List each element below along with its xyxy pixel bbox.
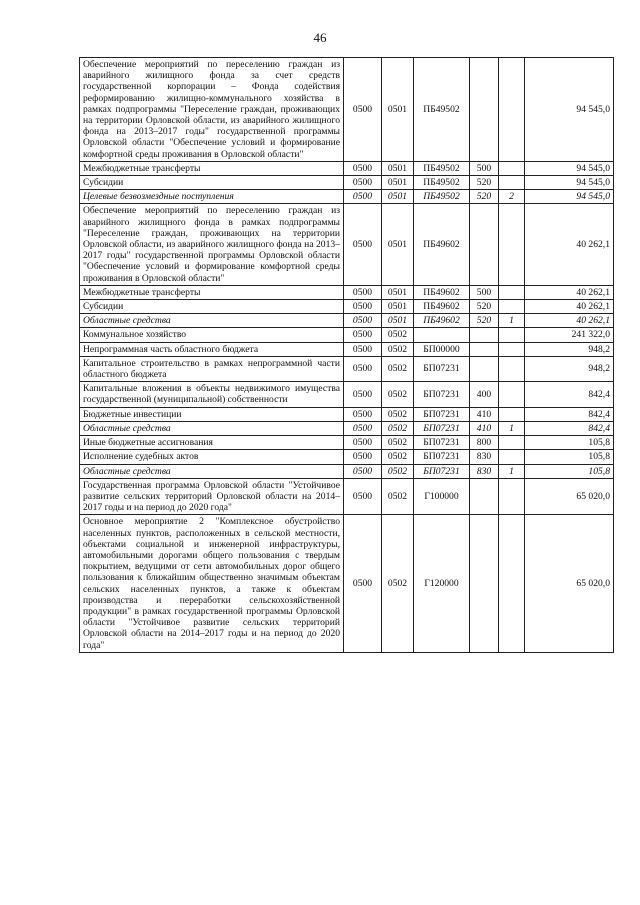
row-target-article-code: ПБ49502 [414,161,470,175]
row-section-code: 0500 [344,464,382,478]
row-target-article-code: Г120000 [414,515,470,652]
row-subsection-code: 0501 [382,161,414,175]
row-section-code: 0500 [344,300,382,314]
row-funding-source-code [499,450,525,464]
row-target-article-code: ПБ49602 [414,204,470,285]
row-section-code: 0500 [344,515,382,652]
row-funding-source-code: 1 [499,421,525,435]
row-expense-type-code: 500 [470,161,499,175]
table-row [80,407,614,421]
row-expense-type-code [470,342,499,356]
row-subsection-code: 0501 [382,204,414,285]
row-name: Государственная программа Орловской области "Устойчивое развитие сельских территорий Орловской области на 2014–2017 годы и на период до 2020 года" [80,478,344,515]
row-target-article-code: БП07231 [414,464,470,478]
table-row [80,382,614,407]
row-amount: 40 262,1 [525,314,614,328]
row-amount: 842,4 [525,407,614,421]
row-name: Непрограммная часть областного бюджета [80,342,344,356]
row-target-article-code: ПБ49602 [414,314,470,328]
row-funding-source-code [499,382,525,407]
row-section-code: 0500 [344,161,382,175]
row-target-article-code: БП07231 [414,450,470,464]
row-funding-source-code: 2 [499,190,525,204]
row-section-code: 0500 [344,421,382,435]
row-name: Обеспечение мероприятий по переселению граждан из аварийного жилищного фонда за счет средств государственной корпорации – Фонда содействия реформированию жилищно-коммунального хозяйства в рамках подпрограммы "Переселение граждан, проживающих на территории Орловской области, из аварийного жилищного фонда на 2013–2017 годы" государственной программы Орловской области "Обеспечение условий и формирование комфортной среды проживания в Орловской области" [80,58,344,162]
row-expense-type-code [470,478,499,515]
table-row [80,515,614,652]
page-number: 46 [313,30,327,45]
row-name: Межбюджетные трансферты [80,161,344,175]
row-name: Исполнение судебных актов [80,450,344,464]
row-funding-source-code [499,176,525,190]
row-subsection-code: 0502 [382,342,414,356]
row-expense-type-code: 520 [470,314,499,328]
row-section-code: 0500 [344,328,382,342]
row-amount: 241 322,0 [525,328,614,342]
row-subsection-code: 0502 [382,436,414,450]
table-row [80,176,614,190]
row-amount: 105,8 [525,436,614,450]
row-target-article-code: БП07231 [414,436,470,450]
row-section-code: 0500 [344,176,382,190]
row-target-article-code: ПБ49502 [414,58,470,162]
row-amount: 40 262,1 [525,285,614,299]
table-row [80,342,614,356]
table-row [80,464,614,478]
row-name: Капитальные вложения в объекты недвижимого имущества государственной (муниципальной) собственности [80,382,344,407]
row-amount: 94 545,0 [525,176,614,190]
row-funding-source-code [499,356,525,381]
row-amount: 40 262,1 [525,204,614,285]
row-expense-type-code: 800 [470,436,499,450]
row-subsection-code: 0502 [382,407,414,421]
row-subsection-code: 0501 [382,285,414,299]
row-section-code: 0500 [344,204,382,285]
row-target-article-code: ПБ49502 [414,176,470,190]
row-funding-source-code [499,161,525,175]
row-amount: 40 262,1 [525,300,614,314]
row-target-article-code [414,328,470,342]
row-amount: 842,4 [525,421,614,435]
row-funding-source-code [499,204,525,285]
row-expense-type-code: 830 [470,464,499,478]
row-amount: 105,8 [525,450,614,464]
row-funding-source-code: 1 [499,314,525,328]
row-expense-type-code [470,328,499,342]
row-name: Обеспечение мероприятий по переселению граждан из аварийного жилищного фонда в рамках подпрограммы "Переселение граждан, проживающих на территории Орловской области, из аварийного жилищного фонда на 2013–2017 годы" государственной программы Орловской области "Обеспечение условий и формирование комфортной среды проживания в Орловской области" [80,204,344,285]
row-section-code: 0500 [344,314,382,328]
row-expense-type-code: 410 [470,421,499,435]
row-name: Областные средства [80,421,344,435]
row-subsection-code: 0502 [382,356,414,381]
row-funding-source-code [499,300,525,314]
row-subsection-code: 0502 [382,464,414,478]
row-funding-source-code [499,478,525,515]
row-target-article-code: ПБ49602 [414,285,470,299]
row-target-article-code: БП07231 [414,356,470,381]
row-expense-type-code: 500 [470,285,499,299]
table-row [80,58,614,162]
row-amount: 94 545,0 [525,161,614,175]
row-expense-type-code: 520 [470,176,499,190]
table-row [80,204,614,285]
row-expense-type-code: 830 [470,450,499,464]
row-subsection-code: 0502 [382,328,414,342]
row-expense-type-code [470,515,499,652]
row-subsection-code: 0501 [382,190,414,204]
row-name: Бюджетные инвестиции [80,407,344,421]
table-row [80,478,614,515]
row-funding-source-code [499,407,525,421]
row-amount: 105,8 [525,464,614,478]
row-subsection-code: 0502 [382,450,414,464]
row-funding-source-code [499,515,525,652]
row-funding-source-code [499,328,525,342]
row-target-article-code: ПБ49502 [414,190,470,204]
table-row [80,285,614,299]
row-name: Коммунальное хозяйство [80,328,344,342]
row-expense-type-code: 400 [470,382,499,407]
table-row [80,300,614,314]
row-section-code: 0500 [344,478,382,515]
row-expense-type-code [470,204,499,285]
row-target-article-code: БП07231 [414,382,470,407]
table-row [80,356,614,381]
row-name: Иные бюджетные ассигнования [80,436,344,450]
row-section-code: 0500 [344,58,382,162]
row-name: Субсидии [80,176,344,190]
row-funding-source-code: 1 [499,464,525,478]
row-section-code: 0500 [344,356,382,381]
row-subsection-code: 0501 [382,58,414,162]
row-expense-type-code: 520 [470,300,499,314]
row-expense-type-code: 410 [470,407,499,421]
row-expense-type-code: 520 [470,190,499,204]
row-amount: 842,4 [525,382,614,407]
table-row [80,161,614,175]
row-subsection-code: 0501 [382,300,414,314]
row-section-code: 0500 [344,407,382,421]
row-name: Капитальное строительство в рамках непрограммной части областного бюджета [80,356,344,381]
row-funding-source-code [499,342,525,356]
row-target-article-code: БП07231 [414,407,470,421]
row-name: Областные средства [80,464,344,478]
row-section-code: 0500 [344,382,382,407]
row-target-article-code: ПБ49602 [414,300,470,314]
row-subsection-code: 0502 [382,421,414,435]
row-amount: 948,2 [525,342,614,356]
table-row [80,421,614,435]
row-amount: 65 020,0 [525,478,614,515]
row-name: Межбюджетные трансферты [80,285,344,299]
table-row [80,436,614,450]
row-subsection-code: 0501 [382,176,414,190]
row-subsection-code: 0502 [382,515,414,652]
row-amount: 94 545,0 [525,58,614,162]
row-amount: 65 020,0 [525,515,614,652]
budget-table [79,57,614,653]
row-expense-type-code [470,58,499,162]
row-section-code: 0500 [344,190,382,204]
row-funding-source-code [499,436,525,450]
row-name: Субсидии [80,300,344,314]
budget-table-body [80,58,614,653]
row-target-article-code: Г100000 [414,478,470,515]
row-funding-source-code [499,285,525,299]
row-section-code: 0500 [344,342,382,356]
row-subsection-code: 0501 [382,314,414,328]
row-subsection-code: 0502 [382,478,414,515]
row-amount: 948,2 [525,356,614,381]
table-row [80,450,614,464]
row-name: Целевые безвозмездные поступления [80,190,344,204]
row-section-code: 0500 [344,285,382,299]
row-name: Основное мероприятие 2 "Комплексное обустройство населенных пунктов, расположенных в сельской местности, объектами социальной и инженерной инфраструктуры, автомобильными дорогами общего пользования с твердым покрытием, ведущими от сети автомобильных дорог общего пользования к ближайшим общественно значимым объектам сельских населенных пунктов, а также к объектам производства и переработки сельскохозяйственной продукции" в рамках государственной программы Орловской области "Устойчивое развитие сельских территорий Орловской области на 2014–2017 годы и на период до 2020 года" [80,515,344,652]
row-section-code: 0500 [344,436,382,450]
row-expense-type-code [470,356,499,381]
table-row [80,314,614,328]
row-target-article-code: БП00000 [414,342,470,356]
row-name: Областные средства [80,314,344,328]
row-subsection-code: 0502 [382,382,414,407]
row-amount: 94 545,0 [525,190,614,204]
row-funding-source-code [499,58,525,162]
table-row [80,190,614,204]
table-row [80,328,614,342]
row-target-article-code: БП07231 [414,421,470,435]
row-section-code: 0500 [344,450,382,464]
